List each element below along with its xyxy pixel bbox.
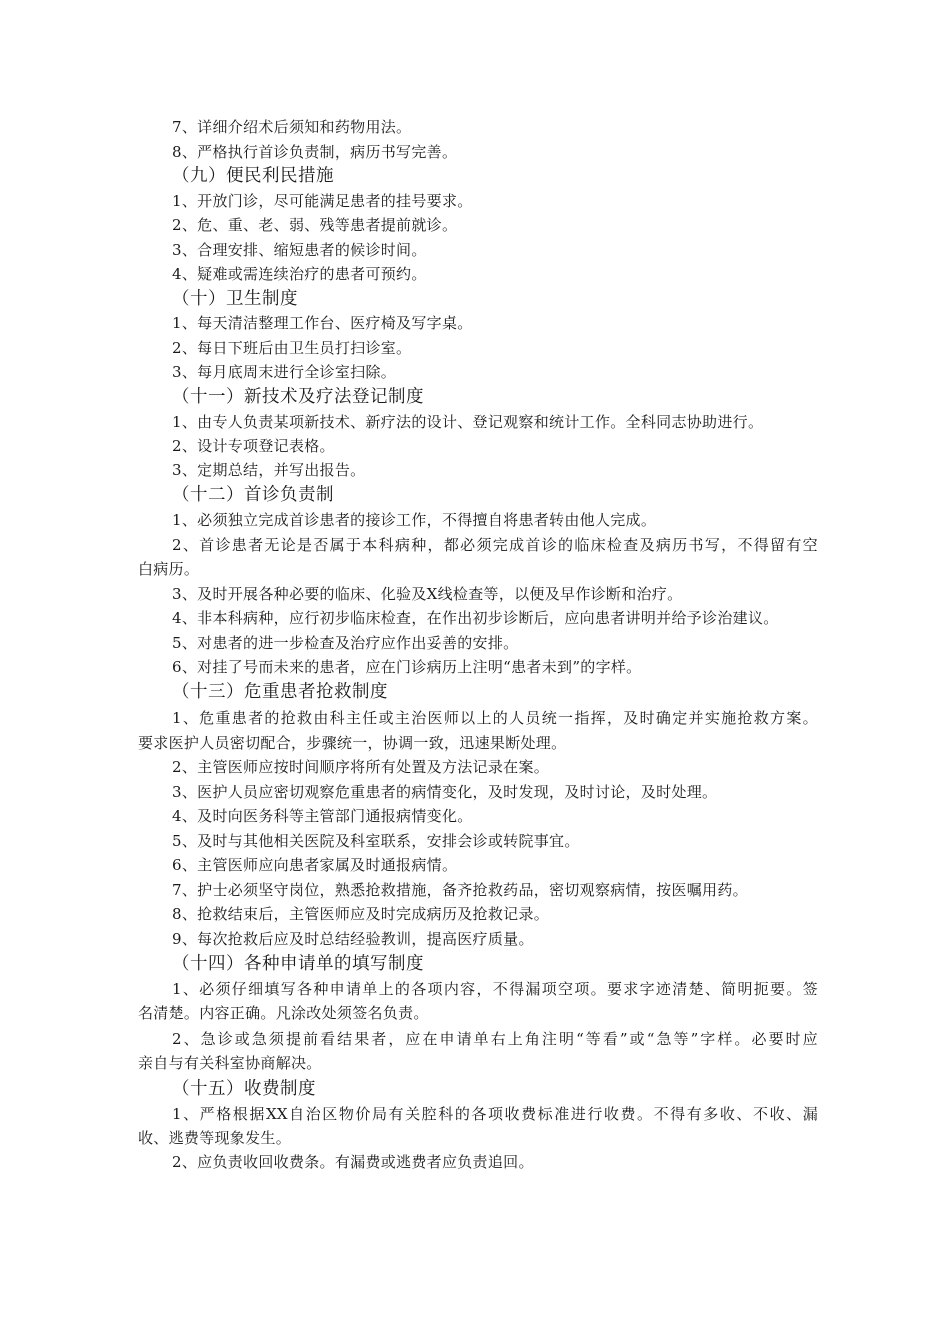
- list-item: 3、医护人员应密切观察危重患者的病情变化，及时发现，及时讨论，及时处理。: [172, 783, 718, 801]
- list-item: 5、及时与其他相关医院及科室联系，安排会诊或转院事宜。: [172, 832, 580, 850]
- section-heading: （十二）首诊负责制: [172, 485, 334, 505]
- list-item: 1、由专人负责某项新技术、新疗法的设计、登记观察和统计工作。全科同志协助进行。: [172, 413, 764, 431]
- list-item: 1、每天清洁整理工作台、医疗椅及写字桌。: [172, 314, 473, 332]
- list-item: 2、首诊患者无论是否属于本科病种，都必须完成首诊的临床检查及病历书写，不得留有空: [172, 536, 818, 554]
- list-item: 4、非本科病种，应行初步临床检查，在作出初步诊断后，应向患者讲明并给予诊治建议。: [172, 609, 779, 627]
- list-item: 4、疑难或需连续治疗的患者可预约。: [172, 265, 427, 283]
- list-item: 2、应负责收回收费条。有漏费或逃费者应负责追回。: [172, 1153, 534, 1171]
- list-item-continuation: 亲自与有关科室协商解决。: [138, 1054, 322, 1072]
- list-item: 4、及时向医务科等主管部门通报病情变化。: [172, 807, 473, 825]
- section-heading: （九）便民利民措施: [172, 166, 334, 186]
- list-item: 2、设计专项登记表格。: [172, 437, 335, 455]
- list-item-continuation: 名清楚。内容正确。凡涂改处须签名负责。: [138, 1004, 429, 1022]
- list-item-continuation: 要求医护人员密切配合，步骤统一，协调一致，迅速果断处理。: [138, 734, 567, 752]
- list-item: 1、严格根据XX自治区物价局有关腔科的各项收费标准进行收费。不得有多收、不收、漏: [172, 1105, 818, 1123]
- section-heading: （十）卫生制度: [172, 289, 298, 309]
- list-item-continuation: 白病历。: [138, 560, 200, 578]
- list-item: 1、必须独立完成首诊患者的接诊工作，不得擅自将患者转由他人完成。: [172, 511, 657, 529]
- list-item: 3、及时开展各种必要的临床、化验及X线检查等，以便及早作诊断和治疗。: [172, 585, 683, 603]
- list-item: 6、主管医师应向患者家属及时通报病情。: [172, 856, 458, 874]
- section-heading: （十三）危重患者抢救制度: [172, 682, 388, 702]
- list-item: 2、主管医师应按时间顺序将所有处置及方法记录在案。: [172, 758, 550, 776]
- list-item: 7、详细介绍术后须知和药物用法。: [172, 118, 412, 136]
- list-item: 9、每次抢救后应及时总结经验教训，提高医疗质量。: [172, 930, 534, 948]
- list-item: 8、严格执行首诊负责制，病历书写完善。: [172, 143, 458, 161]
- list-item: 1、危重患者的抢救由科主任或主治医师以上的人员统一指挥，及时确定并实施抢救方案。: [172, 709, 818, 727]
- list-item: 2、危、重、老、弱、残等患者提前就诊。: [172, 216, 458, 234]
- list-item: 8、抢救结束后，主管医师应及时完成病历及抢救记录。: [172, 905, 550, 923]
- list-item: 7、护士必须坚守岗位，熟悉抢救措施，备齐抢救药品，密切观察病情，按医嘱用药。: [172, 881, 748, 899]
- section-heading: （十五）收费制度: [172, 1079, 316, 1099]
- section-heading: （十一）新技术及疗法登记制度: [172, 387, 424, 407]
- list-item: 2、急诊或急须提前看结果者，应在申请单右上角注明“等看”或“急等”字样。必要时应: [172, 1030, 818, 1048]
- list-item: 1、必须仔细填写各种申请单上的各项内容，不得漏项空项。要求字迹清楚、简明扼要。签: [172, 980, 818, 998]
- list-item-continuation: 收、逃费等现象发生。: [138, 1129, 292, 1147]
- list-item: 1、开放门诊，尽可能满足患者的挂号要求。: [172, 192, 473, 210]
- list-item: 3、每月底周末进行全诊室扫除。: [172, 363, 397, 381]
- list-item: 5、对患者的进一步检查及治疗应作出妥善的安排。: [172, 634, 519, 652]
- list-item: 3、合理安排、缩短患者的候诊时间。: [172, 241, 427, 259]
- section-heading: （十四）各种申请单的填写制度: [172, 954, 424, 974]
- list-item: 6、对挂了号而未来的患者，应在门诊病历上注明“患者未到”的字样。: [172, 658, 642, 676]
- list-item: 3、定期总结，并写出报告。: [172, 461, 366, 479]
- list-item: 2、每日下班后由卫生员打扫诊室。: [172, 339, 412, 357]
